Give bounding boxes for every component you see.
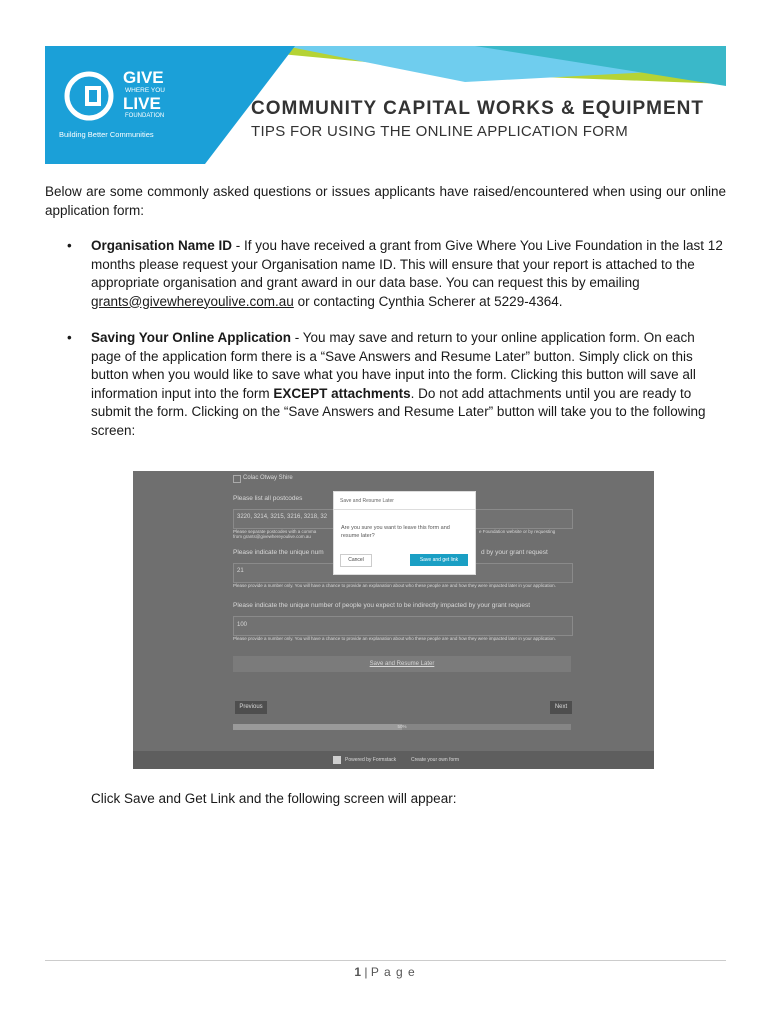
- intro-paragraph: Below are some commonly asked questions or issues applicants have raised/encountered when using our online application form:: [45, 184, 726, 218]
- postcodes-label: Please list all postcodes: [233, 495, 303, 502]
- powered-by-bar: [133, 751, 654, 769]
- bullet-body-end: or contacting Cynthia Scherer at 5229-4364.: [293, 293, 563, 309]
- modal-message: Are you sure you want to leave this form and resume later?: [341, 525, 450, 539]
- bullet-body-end: . Do not add attachments until you are ready to submit the form. Clicking on the “Save Answers and Resume Later” button will take you to the following screen:: [91, 385, 706, 438]
- indirect-input[interactable]: [233, 616, 573, 636]
- checkbox[interactable]: [233, 475, 241, 483]
- postcodes-value: 3220, 3214, 3215, 3216, 3218, 32: [237, 514, 328, 520]
- footer-divider: [45, 960, 726, 961]
- footer-separator: |: [364, 965, 368, 979]
- caption-text: Click Save and Get Link and the following screen will appear:: [91, 791, 457, 806]
- bullet-body: - If you have received a grant from Give Where You Live Foundation in the last 12 months please request your Organisation name ID. This will ensure that your report is attached to the appropriate organisation and grant award in our data base. You can request this by emailing: [91, 238, 723, 290]
- next-button[interactable]: Next: [550, 701, 572, 714]
- save-resume-modal: [333, 491, 476, 575]
- postcodes-note-right: e Foundation website or by requesting: [479, 529, 556, 534]
- logo-tagline: Building Better Communities: [59, 130, 154, 139]
- postcodes-note-2: from grants@givewhereyoulive.com.au: [233, 534, 311, 539]
- create-form-link[interactable]: Create your own form: [411, 757, 460, 763]
- modal-save-button[interactable]: Save and get link: [410, 554, 468, 566]
- page-word: P a g e: [370, 965, 416, 979]
- page-title: COMMUNITY CAPITAL WORKS & EQUIPMENT: [251, 98, 704, 119]
- list-item: [45, 237, 726, 317]
- header-banner: [45, 46, 726, 164]
- logo-live: LIVE: [123, 94, 161, 113]
- checkbox-label: Colac Otway Shire: [243, 475, 293, 481]
- list-item: [45, 329, 726, 444]
- bullet-text: [91, 329, 723, 440]
- page-subtitle: TIPS FOR USING THE ONLINE APPLICATION FORM: [251, 123, 629, 140]
- direct-label: Please indicate the unique num: [233, 549, 324, 556]
- direct-note: Please provide a number only. You will have a chance to provide an explanation about who these people are and how they were impacted later in your application.: [233, 583, 556, 588]
- indirect-value: 100: [237, 622, 248, 628]
- progress-label: 50%: [397, 724, 407, 729]
- bullet-icon: •: [67, 238, 72, 253]
- bullet-emphasis: EXCEPT attachments: [273, 385, 411, 401]
- modal-divider: [334, 509, 475, 510]
- bullet-heading: Organisation Name ID: [91, 238, 233, 253]
- direct-value: 21: [237, 568, 244, 574]
- page-footer: [0, 965, 770, 979]
- modal-cancel-button[interactable]: Cancel: [340, 554, 372, 567]
- indirect-note: Please provide a number only. You will have a chance to provide an explanation about who these people are and how they were impacted later in your application.: [233, 636, 556, 641]
- logo-where-you: WHERE YOU: [125, 87, 165, 94]
- previous-button[interactable]: Previous: [235, 701, 267, 714]
- powered-by-text: Powered by Formstack: [345, 757, 397, 763]
- modal-title: Save and Resume Later: [340, 498, 394, 504]
- page-number: 1: [354, 965, 362, 979]
- logo-give: GIVE: [123, 68, 164, 87]
- progress-bar: [233, 724, 571, 730]
- bullet-icon: •: [67, 330, 72, 345]
- bullet-heading: Saving Your Online Application: [91, 330, 292, 345]
- indirect-label: Please indicate the unique number of people you expect to be indirectly impacted by your grant request: [233, 602, 531, 609]
- logo-foundation: FOUNDATION: [125, 113, 165, 119]
- formstack-icon: [333, 756, 341, 764]
- embedded-screenshot: [133, 471, 654, 769]
- save-resume-link[interactable]: Save and Resume Later: [233, 656, 571, 672]
- direct-label-right: d by your grant request: [481, 549, 548, 556]
- bullet-text: [91, 237, 723, 311]
- bullet-body: - You may save and return to your online application form. On each page of the application form there is a “Save Answers and Resume Later” button. Simply click on this button when you would like to save what you have input into the form. Clicking this button will save all information input into the form: [91, 330, 696, 401]
- postcodes-note: Please separate postcodes with a comma: [233, 529, 317, 534]
- email-link[interactable]: grants@givewhereyoulive.com.au: [91, 293, 294, 309]
